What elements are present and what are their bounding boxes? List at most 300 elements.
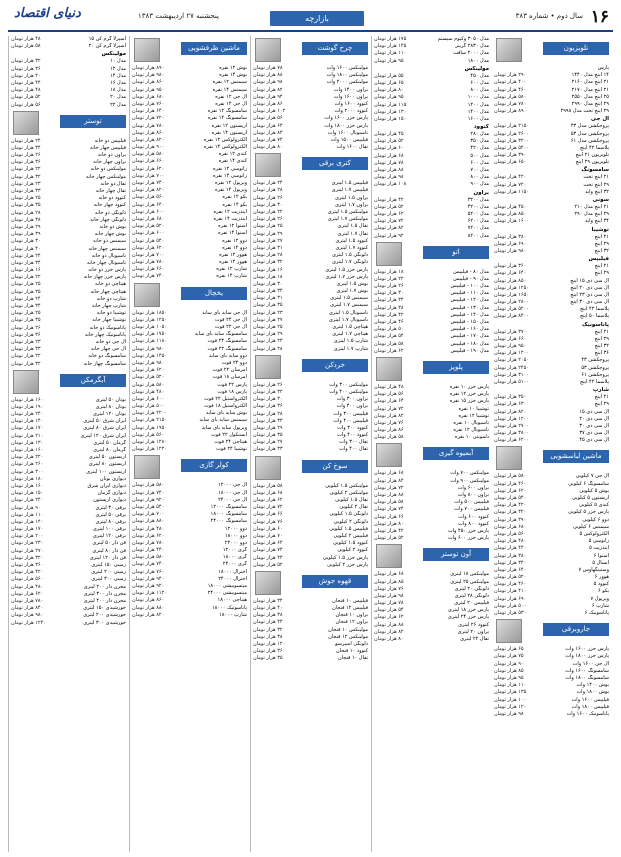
product-price: ۵۵ هزار تومان [374, 72, 404, 79]
product-name: میتسوبیشی ۲۴۰۰۰ [207, 590, 247, 597]
product-name: بوش ۱۴۰۰ وات [576, 682, 609, 689]
category-header [374, 443, 489, 467]
product-price: ۳۴ هزار تومان [11, 259, 41, 266]
product-price: ۵۴۰ هزار تومان [494, 495, 527, 501]
product-name: کنوود ۲ کیلویی [337, 547, 368, 554]
product-price: ۵۶ هزار تومان [374, 391, 404, 398]
price-row [253, 101, 368, 108]
product-price: ۷۸ هزار تومان [253, 65, 283, 71]
product-name: سیمنس ساید بای ساید [199, 417, 247, 424]
product-name: بوتان ۸۰ لیتری [95, 403, 126, 410]
product-price: ۸۴۰۰ هزار تومان [494, 313, 529, 320]
product-name: مولینکس ۳۰۰ وات [329, 381, 368, 388]
product-name: ۲۹ اینچ مدل ۲۹۰ [574, 211, 609, 218]
product-name: آریستون ۱۲ نفره [211, 122, 247, 129]
price-row [11, 281, 126, 288]
price-row [11, 404, 126, 411]
product-name: پروجکشن مدل ۴۳ [570, 123, 609, 130]
price-column [492, 36, 611, 852]
product-name: تفال ۲ کیلویی [339, 504, 368, 511]
product-name: دیواری بوتان [99, 475, 126, 482]
price-row [132, 94, 247, 101]
price-row [132, 569, 247, 576]
product-name: مدل ۳۲۰۰ [467, 196, 489, 203]
product-price: ۲۵ هزار تومان [253, 324, 283, 330]
product-name: الکترواستیل ۲۲ فوت [204, 395, 247, 402]
washing-machine-icon [496, 446, 522, 470]
product-name: ال سی دی ۲۳ اینچ [570, 291, 609, 298]
product-price: ۷۸۰ هزار تومان [494, 100, 527, 107]
product-price: ۲۸ هزار تومان [253, 345, 283, 352]
product-name: پروجکشن مدل ۶۱ [570, 137, 609, 144]
price-row [132, 576, 247, 583]
product-name: بوش ۱۲ نفره [219, 65, 247, 71]
product-name: مدل ۲۲ [110, 101, 126, 108]
price-row [253, 562, 368, 569]
product-name: مدل ۲۸۳۰ گرینر [455, 43, 489, 50]
product-price: ۳۰ هزار تومان [253, 396, 283, 403]
product-price: ۱۸ هزار تومان [374, 268, 404, 275]
price-row [132, 425, 247, 432]
product-name: بوش ۱.۷ لیتری [336, 288, 368, 295]
product-price: ۳۹۰ هزار تومان [494, 152, 527, 159]
product-price: ۱۴۰ هزار تومان [11, 418, 44, 425]
product-name: بوتان ۱۲۰ لیتری [92, 411, 126, 418]
category-label: کتری برقی [302, 157, 368, 170]
category-header [253, 571, 368, 595]
product-name: ال جی ۱۶۰۰ وات [572, 660, 609, 667]
product-price: ۵۶۰ هزار تومان [132, 431, 165, 438]
product-name: بکو ۱۲ نفره [222, 194, 247, 201]
product-price: ۲۷ هزار تومان [253, 237, 283, 244]
product-name: پارس خزر ۶۰۰ وات [447, 535, 489, 542]
price-row [494, 653, 609, 660]
product-name: برقی ۳۰ لیتری [95, 504, 126, 511]
price-row [253, 295, 368, 302]
product-price: ۹۵۰ هزار تومان [132, 86, 165, 93]
price-row [494, 101, 609, 108]
product-price: ۸۲۰ هزار تومان [132, 136, 165, 143]
category-label: قهوه جوش [302, 575, 368, 588]
price-row [253, 252, 368, 259]
product-price: ۹۸۰ هزار تومان [132, 345, 165, 352]
product-name: مولینکس چهار خانه [85, 173, 126, 180]
product-name: ال جی ۱۲ نفره [215, 93, 247, 100]
product-name: براون چهار خانه [93, 159, 126, 166]
product-name: دلونگی چهار خانه [90, 216, 126, 223]
product-name: ۲۱ اینچ مدل ۲۱۷۰ [571, 86, 609, 93]
product-price: ۲۶ هزار تومان [11, 152, 41, 159]
price-row [253, 202, 368, 209]
product-name: ۲۹ اینچ [594, 270, 609, 277]
product-name: ال جی ۱۴ نفره [215, 100, 247, 107]
product-name: براون ۶۰۰ وات [457, 484, 489, 491]
product-price: ۲۷۰ هزار تومان [11, 547, 44, 554]
product-name: ال جی ۱۲۰۰۰ [218, 482, 247, 489]
product-name: ال جی ۷ کیلویی [575, 473, 609, 480]
product-price: ۱۷۵ هزار تومان [374, 36, 407, 42]
product-name: ۲۱ اینچ [594, 394, 609, 401]
product-name: ویرپول ۱۲ نفره [214, 180, 247, 186]
price-row [11, 461, 126, 468]
vacuum-cleaner-icon [496, 619, 522, 643]
price-row [132, 79, 247, 86]
product-price: ۷۰ هزار تومان [253, 532, 283, 539]
price-row [11, 102, 126, 109]
product-price: ۳۴ هزار تومان [374, 297, 404, 304]
product-name: دلونگی دو خانه [94, 209, 126, 216]
price-row [374, 109, 489, 116]
price-row [374, 492, 489, 499]
category-header [253, 456, 368, 480]
product-price: ۵۰۰ هزار تومان [132, 403, 165, 410]
product-price: ۴۶ هزار تومان [374, 319, 404, 325]
price-row [132, 259, 247, 266]
product-price: ۱۸ هزار تومان [253, 273, 283, 280]
product-price: ۱۶ هزار تومان [253, 266, 283, 273]
food-chopper-icon [255, 355, 281, 379]
price-row [132, 180, 247, 187]
brand-subheading: توشیبا [591, 226, 609, 233]
price-row [132, 245, 247, 252]
price-row [253, 540, 368, 547]
product-name: سامسونگ ساید بای ساید [194, 331, 247, 338]
price-row [11, 310, 126, 317]
product-name: کنوود ۲۰۰۰ وات [334, 108, 368, 115]
product-name: فیلیپس ۷۰۰ وات [454, 506, 489, 513]
price-row [494, 343, 609, 350]
product-price: ۱۴۰ هزار تومان [11, 518, 44, 525]
price-row [253, 317, 368, 324]
product-name: شارپ چهار خانه [91, 303, 126, 309]
product-name: تفال ۲۲ لیتری [460, 636, 489, 642]
price-row [253, 130, 368, 137]
product-name: پارس خزر ۱۸ لیتری [447, 607, 489, 614]
product-price: ۴۱۰ هزار تومان [494, 588, 527, 595]
price-row [132, 166, 247, 173]
product-price: ۶۲۰ هزار تومان [132, 244, 165, 251]
price-row [374, 283, 489, 290]
price-row [253, 259, 368, 266]
product-name: پارس خزر ۱۲ نفره [449, 391, 489, 398]
product-price: ۶۴ هزار تومان [253, 540, 283, 547]
price-row [374, 384, 489, 391]
product-price: ۴۰ هزار تومان [253, 605, 283, 612]
product-price: ۱۰۵۰ هزار تومان [132, 324, 167, 330]
product-price: ۱۴۵۰ هزار تومان [132, 352, 167, 359]
product-price: ۶۲ هزار تومان [374, 614, 404, 621]
product-name: بوش دو خانه [99, 223, 126, 230]
product-price: ۳۸ هزار تومان [374, 304, 404, 311]
price-row [11, 152, 126, 159]
price-list [8, 36, 613, 852]
price-row [132, 511, 247, 518]
product-name: شارپ ۱۴ نفره [216, 273, 247, 280]
price-row [494, 711, 609, 718]
product-name: بوتان ۵۰ لیتری [95, 396, 126, 403]
product-name: مولینکس دو خانه [90, 166, 126, 173]
product-price: ۳۰ هزار تومان [253, 201, 283, 208]
price-row [132, 382, 247, 389]
product-price: ۲۵ هزار تومان [11, 310, 41, 317]
product-name: تفال ۴۰۰ وات [339, 446, 368, 453]
price-row [374, 406, 489, 413]
product-name: امرسان ۱۸ فوت [212, 374, 247, 381]
product-price: ۸۶۰ هزار تومان [132, 597, 165, 604]
price-row [132, 533, 247, 540]
price-row [374, 36, 489, 43]
product-name: مدل ۲۰ [110, 94, 126, 101]
product-name: ۲۱ اینچ [594, 233, 609, 240]
product-name: کنوود ۶۰۰ وات [458, 513, 489, 520]
price-row [132, 540, 247, 547]
product-price: ۲۱۵۰ هزار تومان [494, 123, 529, 130]
product-price: ۶۴۰ هزار تومان [132, 201, 165, 208]
product-price: ۳۵ هزار تومان [253, 655, 283, 662]
price-row [494, 204, 609, 211]
product-name: مدل ۱۱۰ - فیلیپس [450, 290, 489, 297]
coffee-maker-icon [255, 571, 281, 595]
price-row [132, 101, 247, 108]
product-price: ۸۸ هزار تومان [374, 492, 404, 498]
price-row [253, 245, 368, 252]
product-price: ۶۵ هزار تومان [374, 79, 404, 86]
price-row [132, 360, 247, 367]
product-price: ۷۸۰ هزار تومان [132, 122, 165, 129]
product-price: ۴۶۰ هزار تومان [494, 581, 527, 588]
product-name: ویرپول ساید بای ساید [201, 424, 247, 431]
brand-subheading: سامسونگ [581, 167, 609, 174]
product-price: ۱۲۰ هزار تومان [253, 641, 286, 647]
product-name: الکترولوکس ۵ [579, 530, 609, 537]
product-price: ۸۴۰ هزار تومان [11, 605, 44, 612]
product-price: ۳۳ هزار تومان [11, 188, 41, 194]
product-price: ۲۶۰۰ هزار تومان [494, 130, 529, 137]
price-row [374, 50, 489, 57]
product-price: ۸۲ هزار تومان [253, 86, 283, 93]
product-price: ۹۲۰ هزار تومان [132, 583, 165, 589]
price-row [11, 519, 126, 526]
product-price: ۵۳۰ هزار تومان [494, 610, 527, 616]
product-price: ۴۸ هزار تومان [11, 87, 41, 94]
product-name: ۲۱ اینچ مدل ۲۱۰ [574, 204, 609, 210]
price-row [11, 332, 126, 339]
price-row [374, 629, 489, 636]
price-row [374, 579, 489, 586]
price-row [494, 553, 609, 560]
product-price: ۹۲۰ هزار تومان [132, 496, 165, 503]
price-row [11, 526, 126, 533]
product-price: ۶۰ هزار تومان [374, 145, 404, 152]
product-price: ۵۸ هزار تومان [374, 434, 404, 441]
price-row [494, 581, 609, 588]
product-price: ۹۸۰ هزار تومان [494, 247, 527, 254]
price-row [11, 36, 126, 43]
price-row [132, 547, 247, 554]
price-row [11, 260, 126, 267]
product-price: ۷۶ هزار تومان [374, 419, 404, 426]
product-price: ۶۴۰ هزار تومان [494, 566, 527, 573]
product-price: ۲۶۰ هزار تومان [11, 461, 44, 468]
product-price: ۴۸۰ هزار تومان [132, 525, 165, 532]
product-price: ۳۵ هزار تومان [11, 288, 41, 295]
price-row [253, 108, 368, 115]
product-name: مدل ۱۸۰ - فیلیپس [450, 340, 489, 347]
product-name: ال جی ۱۸۰۰۰ [218, 489, 247, 496]
product-price: ۱۱۲۰ هزار تومان [132, 590, 167, 597]
price-row [374, 514, 489, 521]
price-row [253, 216, 368, 223]
price-row [11, 598, 126, 605]
product-price: ۳۸۰ هزار تومان [494, 233, 527, 240]
product-price: ۶۰۰ هزار تومان [132, 395, 165, 402]
price-row [494, 350, 609, 357]
price-row [11, 576, 126, 583]
price-row [132, 173, 247, 180]
product-price: ۶۶ هزار تومان [253, 511, 283, 518]
price-row [374, 326, 489, 333]
product-name: مدل ۸۰ - فیلیپس [453, 268, 489, 275]
product-price: ۹۸۰ هزار تومان [132, 359, 165, 366]
product-name: پارس خزر ۱۸۰۰ وات [324, 122, 368, 129]
product-name: مدل ۱۶۰۰ [467, 115, 489, 122]
price-row [494, 545, 609, 552]
product-price: ۳۰ هزار تومان [374, 290, 404, 297]
product-name: براون ۱۴۰۰ وات [333, 86, 368, 93]
price-column [129, 36, 249, 852]
product-name: بکو ۱۴ نفره [222, 201, 247, 208]
product-price: ۱۱۵ هزار تومان [374, 101, 407, 108]
price-row [494, 182, 609, 189]
category-label: جاروبرقی [543, 623, 609, 636]
price-row [494, 138, 609, 145]
price-row [132, 137, 247, 144]
product-price: ۵۸۰ هزار تومان [494, 473, 527, 480]
product-name: زمینی ۳۰۰ لیتری [91, 576, 126, 583]
product-name: کنوود ۱.۷ لیتری [335, 244, 368, 251]
product-price: ۸۵ هزار تومان [494, 667, 524, 674]
price-row [132, 389, 247, 396]
product-price: ۲۰۰ هزار تومان [11, 533, 44, 540]
price-row [374, 535, 489, 542]
product-price: ۷۲ هزار تومان [374, 405, 404, 412]
product-price: ۷۴۰ هزار تومان [132, 561, 165, 568]
product-name: ایران شرق ۸۰ لیتری [83, 425, 126, 432]
product-name: ۲۱ اینچ مدل ۲۱۶۰ [571, 79, 609, 86]
product-price: ۳۰ هزار تومان [253, 280, 283, 287]
price-column [8, 36, 128, 852]
product-price: ۶۴۰ هزار تومان [132, 108, 165, 115]
product-name: ال سی دی ۴۵ [579, 437, 609, 444]
price-row [11, 80, 126, 87]
product-name: سامسونگ ۲۴۰۰۰ [210, 518, 247, 525]
product-price: ۵۲ هزار تومان [11, 94, 41, 101]
price-row [494, 524, 609, 531]
product-name: مدل ۱۲ [110, 65, 126, 72]
product-name: مولینکس ۱.۵ لیتری [327, 209, 368, 215]
price-row [494, 661, 609, 668]
product-price: ۱۷۰ هزار تومان [11, 526, 44, 533]
price-row [494, 538, 609, 545]
product-price: ۳۲ هزار تومان [11, 173, 41, 180]
price-row [494, 668, 609, 675]
product-name: مولینکس ۲۰۰۰ وات [326, 79, 368, 86]
price-row [374, 600, 489, 607]
product-price: ۳۲۰۰ هزار تومان [494, 137, 529, 144]
product-price: ۷۰۰ هزار تومان [132, 251, 165, 258]
product-name: اسنوا ۱۲ نفره [218, 223, 247, 230]
product-name: کنوود چهار خانه [93, 202, 126, 209]
product-name: مدل ۹۰ - فیلیپس [453, 275, 489, 282]
price-row [253, 432, 368, 439]
product-name: ال سی دی ۲۰ اینچ [570, 284, 609, 291]
product-price: ۵۸۰ هزار تومان [132, 554, 165, 561]
product-name: پارس خزر ۲ کیلویی [327, 561, 368, 568]
price-row [253, 382, 368, 389]
product-name: سیمنس ۶ کیلویی [572, 523, 609, 530]
price-row [132, 590, 247, 597]
price-row [11, 418, 126, 425]
price-row [132, 374, 247, 381]
price-row [253, 627, 368, 634]
product-price: ۲۰۵۰ هزار تومان [494, 357, 529, 364]
product-price: ۸۹۰ هزار تومان [494, 108, 527, 115]
price-row [374, 197, 489, 204]
product-price: ۴۲۰ هزار تومان [11, 569, 44, 576]
fryer-icon [255, 456, 281, 480]
product-price: ۳۶ هزار تومان [253, 648, 283, 655]
product-name: براون ۱.۷ لیتری [335, 201, 368, 208]
price-row [132, 410, 247, 417]
price-row [11, 605, 126, 612]
product-name: بکو ۶ [597, 588, 609, 595]
brand-subheading: کنوود [473, 124, 489, 131]
category-label: یخچال [181, 287, 247, 300]
price-row [11, 476, 126, 483]
price-row [132, 605, 247, 612]
product-name: ۳۶ اینچ [594, 350, 609, 357]
product-price: ۲۲۰۰ هزار تومان [132, 410, 167, 417]
price-row [374, 116, 489, 123]
price-row [374, 160, 489, 167]
product-price: ۷۶۰ هزار تومان [132, 568, 165, 575]
meat-grinder-icon [255, 38, 281, 62]
product-price: ۱۱۸۰ هزار تومان [132, 338, 167, 345]
product-price: ۷۲ هزار تومان [374, 484, 404, 491]
product-name: سامسونگ ۲۲ فوت [207, 345, 247, 352]
product-price: ۵۰ هزار تومان [374, 326, 404, 333]
product-price: ۹۸۰ هزار تومان [11, 612, 44, 619]
price-row [374, 276, 489, 283]
price-row [132, 612, 247, 619]
price-row [494, 509, 609, 516]
price-row [374, 636, 489, 643]
product-price: ۸۶۰ هزار تومان [132, 129, 165, 136]
price-row [253, 231, 368, 238]
page-number: ۱۶ [590, 7, 609, 27]
price-row [253, 403, 368, 410]
price-row [11, 174, 126, 181]
rice-cooker-icon [376, 357, 402, 381]
product-price: ۲۳ هزار تومان [11, 338, 41, 345]
price-row [494, 270, 609, 277]
product-name: سیمنس دو خانه [93, 238, 126, 245]
category-header [253, 38, 368, 62]
product-price: ۲۱۵۰ هزار تومان [132, 417, 167, 424]
price-row [494, 610, 609, 617]
product-price: ۲۲ هزار تومان [253, 209, 283, 215]
product-name: دیواری ایران شرق [87, 482, 126, 489]
